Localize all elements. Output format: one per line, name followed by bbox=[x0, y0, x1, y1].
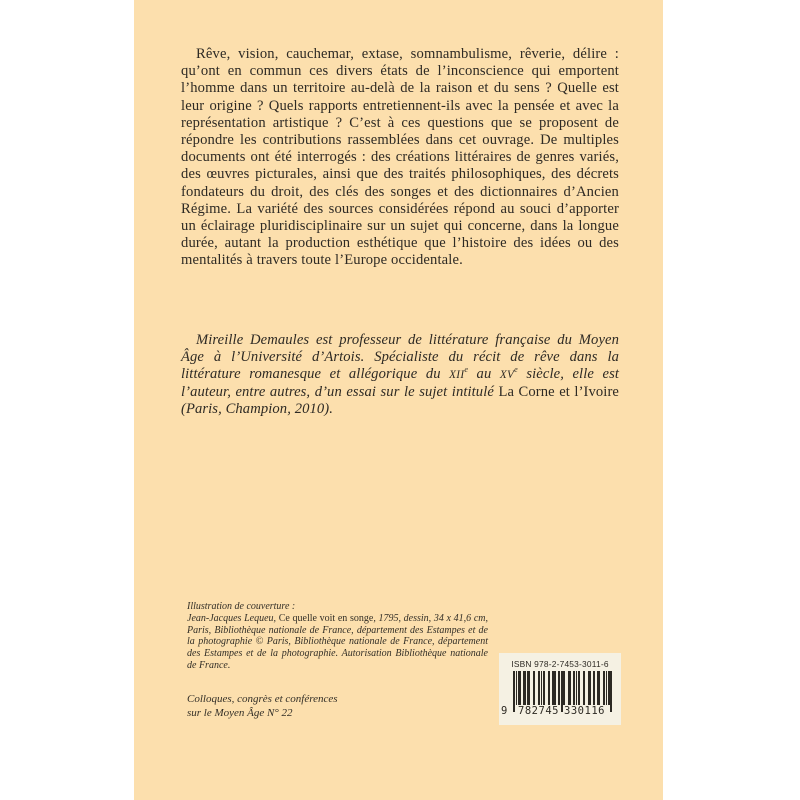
isbn-number: ISBN 978-2-7453-3011-6 bbox=[511, 659, 609, 669]
bio-text-2: au bbox=[468, 366, 500, 383]
cover-illustration-credit bbox=[187, 601, 488, 672]
bio-century-12: XII bbox=[449, 369, 465, 382]
series-note bbox=[187, 692, 338, 720]
credit-artist: Jean-Jacques Lequeu, bbox=[187, 612, 279, 624]
credit-body bbox=[187, 613, 488, 672]
credit-heading: Illustration de couverture : bbox=[187, 601, 296, 612]
barcode-guard-right bbox=[610, 671, 612, 712]
bio-century-12-sup: e bbox=[464, 365, 468, 375]
synopsis-paragraph: Rêve, vision, cauchemar, extase, somnambulisme, rêverie, délire : qu’ont en commun ces divers états de l’inconscience qui emportent l’homme dans un territoire au-delà de la raison et du sens ? Quelle est leur origine ? Quels rapports entretiennent-ils avec la pensée et avec la représentation artistique ? C’est à ces questions que se proposent de répondre les contributions rassemblées dans cet ouvrage. De multiples documents ont été interrogés : des créations littéraires de genres variés, des œuvres picturales, ainsi que des traités philosophiques, des décrets fondateurs du droit, des clés des songes et des dictionnaires d’Ancien Régime. La variété des sources considérées répond au souci d’apporter un éclairage pluridisciplinaire sur un sujet qui concerne, dans la longue durée, autant la production esthétique que l’histoire des idées ou des mentalités à travers toute l’Europe occidentale. bbox=[181, 46, 619, 269]
credit-artwork-title: Ce quelle voit en songe bbox=[278, 612, 374, 624]
book-back-cover bbox=[134, 0, 663, 800]
bio-text-3: siècle, elle est l’auteur, entre autres, d’un essai sur le sujet intitulé bbox=[181, 366, 619, 401]
isbn-barcode-label bbox=[499, 653, 621, 725]
series-line-1: Colloques, congrès et conférences bbox=[187, 693, 338, 705]
bio-century-15: XV bbox=[499, 369, 515, 382]
barcode-guard-left bbox=[513, 671, 515, 712]
ean-digits-group-1: 782745 bbox=[518, 705, 559, 717]
bio-century-15-sup: e bbox=[514, 365, 518, 375]
series-line-2: sur le Moyen Âge N° 22 bbox=[187, 707, 293, 720]
credit-details: , 1795, dessin, 34 x 41,6 cm, Paris, Bibliothèque nationale de France, département des Estampes et de la photographie © Paris, Bibliothèque nationale de France, département des Estampes et de la photographie. Autorisation Bibliothèque nationale de France. bbox=[187, 612, 488, 671]
bio-text-4: (Paris, Champion, 2010). bbox=[181, 401, 333, 418]
bio-work-title: La Corne et l’Ivoire bbox=[498, 384, 619, 401]
ean-digits-group-2: 330116 bbox=[564, 705, 605, 717]
barcode-area bbox=[499, 671, 621, 719]
bio-text-1: Mireille Demaules est professeur de littérature française du Moyen Âge à l’Université d’Artois. Spécialiste du récit de rêve dans la littérature romanesque et allégorique du bbox=[181, 332, 619, 383]
ean-prefix-digit: 9 bbox=[501, 705, 508, 717]
author-bio-paragraph bbox=[181, 332, 619, 418]
